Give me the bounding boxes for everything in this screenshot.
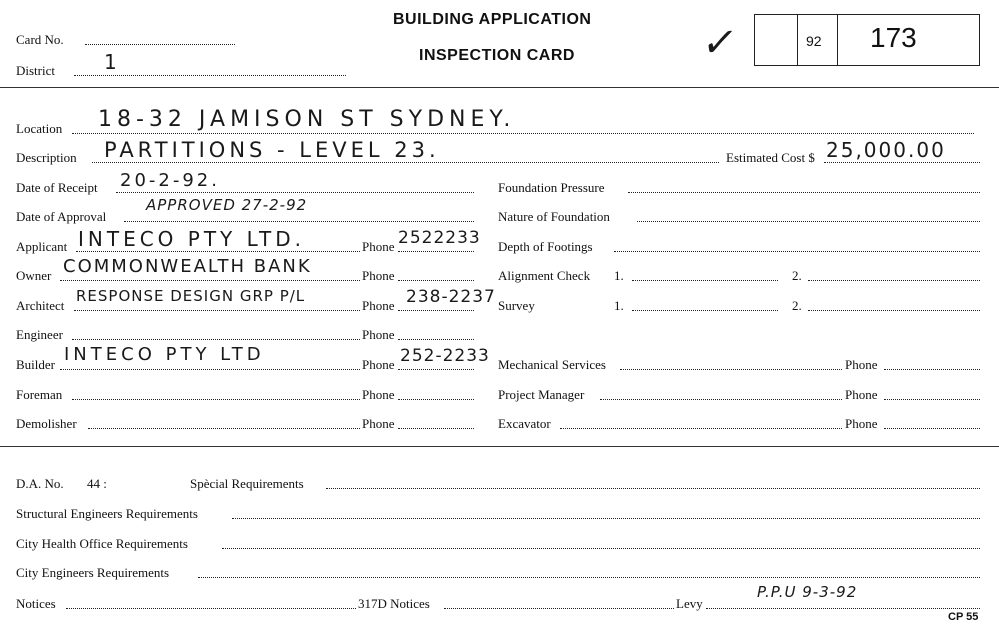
- survey-field-2[interactable]: [808, 310, 980, 311]
- owner-phone-label: Phone: [362, 268, 395, 283]
- applicant-phone-label: Phone: [362, 239, 395, 254]
- project-manager-field[interactable]: [600, 399, 842, 400]
- demolisher-phone-field[interactable]: [398, 428, 474, 429]
- demolisher-label: Demolisher: [16, 416, 77, 431]
- depth-footings-field[interactable]: [614, 251, 980, 252]
- district-field[interactable]: [74, 75, 346, 76]
- excavator-label: Excavator: [498, 416, 551, 431]
- applicant-phone-field[interactable]: [398, 251, 474, 252]
- card-year-value: 92: [806, 33, 822, 49]
- form-title-line1: BUILDING APPLICATION: [393, 11, 592, 28]
- applicant-field[interactable]: [76, 251, 360, 252]
- survey-label: Survey: [498, 298, 535, 313]
- location-label: Location: [16, 121, 63, 136]
- estimated-cost-field[interactable]: [824, 162, 980, 163]
- architect-value: RESPONSE DESIGN GRP P/L: [76, 287, 306, 305]
- architect-phone-label: Phone: [362, 298, 395, 313]
- builder-value: INTECO PTY LTD: [64, 344, 265, 365]
- demolisher-phone-label: Phone: [362, 416, 395, 431]
- architect-field[interactable]: [74, 310, 360, 311]
- health-field[interactable]: [222, 548, 980, 549]
- builder-label: Builder: [16, 357, 55, 372]
- depth-footings-label: Depth of Footings: [498, 239, 593, 254]
- city-eng-field[interactable]: [198, 577, 980, 578]
- nature-foundation-label: Nature of Foundation: [498, 209, 610, 224]
- excavator-phone-field[interactable]: [884, 428, 980, 429]
- foundation-pressure-label: Foundation Pressure: [498, 180, 605, 195]
- location-value: 18-32 JAMISON ST SYDNEY.: [98, 107, 516, 132]
- architect-phone-value: 238-2237: [406, 287, 496, 307]
- foundation-pressure-field[interactable]: [628, 192, 980, 193]
- engineer-field[interactable]: [72, 339, 360, 340]
- nature-foundation-field[interactable]: [637, 221, 980, 222]
- levy-value: P.P.U 9-3-92: [757, 583, 858, 601]
- alignment-label: Alignment Check: [498, 268, 591, 283]
- approval-field[interactable]: [124, 221, 474, 222]
- excavator-field[interactable]: [560, 428, 842, 429]
- architect-label: Architect: [16, 298, 65, 313]
- da-label: D.A. No.: [16, 476, 64, 491]
- health-label: City Health Office Requirements: [16, 536, 188, 551]
- owner-label: Owner: [16, 268, 52, 283]
- card-no-field[interactable]: [85, 44, 235, 45]
- project-manager-phone-field[interactable]: [884, 399, 980, 400]
- foreman-phone-label: Phone: [362, 387, 395, 402]
- builder-phone-value: 252-2233: [400, 346, 490, 366]
- header-divider: [0, 87, 999, 88]
- da-value: 44 :: [87, 476, 107, 491]
- description-field[interactable]: [92, 162, 719, 163]
- foreman-field[interactable]: [72, 399, 360, 400]
- architect-phone-field[interactable]: [398, 310, 474, 311]
- engineer-phone-label: Phone: [362, 327, 395, 342]
- section-divider: [0, 446, 999, 447]
- survey-num2: 2.: [792, 298, 802, 313]
- description-label: Description: [16, 150, 77, 165]
- footer-code: CP 55: [948, 611, 979, 623]
- mechanical-field[interactable]: [620, 369, 842, 370]
- district-label: District: [16, 63, 55, 78]
- card-box-blank: [754, 14, 798, 66]
- owner-field[interactable]: [60, 280, 360, 281]
- levy-field[interactable]: [706, 608, 980, 609]
- special-req-field[interactable]: [326, 488, 980, 489]
- estimated-cost-label: Estimated Cost $: [726, 150, 815, 165]
- mechanical-label: Mechanical Services: [498, 357, 606, 372]
- applicant-phone-value: 2522233: [398, 228, 481, 248]
- foreman-label: Foreman: [16, 387, 63, 402]
- checkmark-icon: ✓: [698, 20, 741, 66]
- engineer-label: Engineer: [16, 327, 63, 342]
- card-number-value: 173: [870, 22, 917, 53]
- alignment-num1: 1.: [614, 268, 624, 283]
- card-no-label: Card No.: [16, 32, 64, 47]
- foreman-phone-field[interactable]: [398, 399, 474, 400]
- survey-field-1[interactable]: [632, 310, 778, 311]
- notices-label: Notices: [16, 596, 56, 611]
- structural-field[interactable]: [232, 518, 980, 519]
- notices-field[interactable]: [66, 608, 356, 609]
- project-manager-label: Project Manager: [498, 387, 585, 402]
- special-req-label: Spècial Requirements: [190, 476, 304, 491]
- district-value: 1: [104, 50, 119, 74]
- builder-phone-label: Phone: [362, 357, 395, 372]
- receipt-label: Date of Receipt: [16, 180, 98, 195]
- receipt-value: 20-2-92.: [120, 170, 220, 191]
- structural-label: Structural Engineers Requirements: [16, 506, 198, 521]
- alignment-field-1[interactable]: [632, 280, 778, 281]
- estimated-cost-value: 25,000.00: [826, 138, 946, 162]
- builder-phone-field[interactable]: [398, 369, 474, 370]
- mechanical-phone-label: Phone: [845, 357, 878, 372]
- notices-317d-field[interactable]: [444, 608, 674, 609]
- notices-317d-label: 317D Notices: [358, 596, 430, 611]
- project-manager-phone-label: Phone: [845, 387, 878, 402]
- excavator-phone-label: Phone: [845, 416, 878, 431]
- receipt-field[interactable]: [116, 192, 474, 193]
- location-field[interactable]: [72, 133, 974, 134]
- applicant-value: INTECO PTY LTD.: [78, 227, 305, 251]
- alignment-field-2[interactable]: [808, 280, 980, 281]
- owner-value: COMMONWEALTH BANK: [63, 256, 312, 277]
- engineer-phone-field[interactable]: [398, 339, 474, 340]
- mechanical-phone-field[interactable]: [884, 369, 980, 370]
- approval-value: APPROVED 27-2-92: [146, 196, 308, 214]
- builder-field[interactable]: [60, 369, 360, 370]
- applicant-label: Applicant: [16, 239, 68, 254]
- description-value: PARTITIONS - LEVEL 23.: [104, 138, 440, 162]
- demolisher-field[interactable]: [88, 428, 360, 429]
- form-title-line2: INSPECTION CARD: [419, 47, 575, 64]
- survey-num1: 1.: [614, 298, 624, 313]
- levy-label: Levy: [676, 596, 703, 611]
- alignment-num2: 2.: [792, 268, 802, 283]
- approval-label: Date of Approval: [16, 209, 107, 224]
- city-eng-label: City Engineers Requirements: [16, 565, 170, 580]
- owner-phone-field[interactable]: [398, 280, 474, 281]
